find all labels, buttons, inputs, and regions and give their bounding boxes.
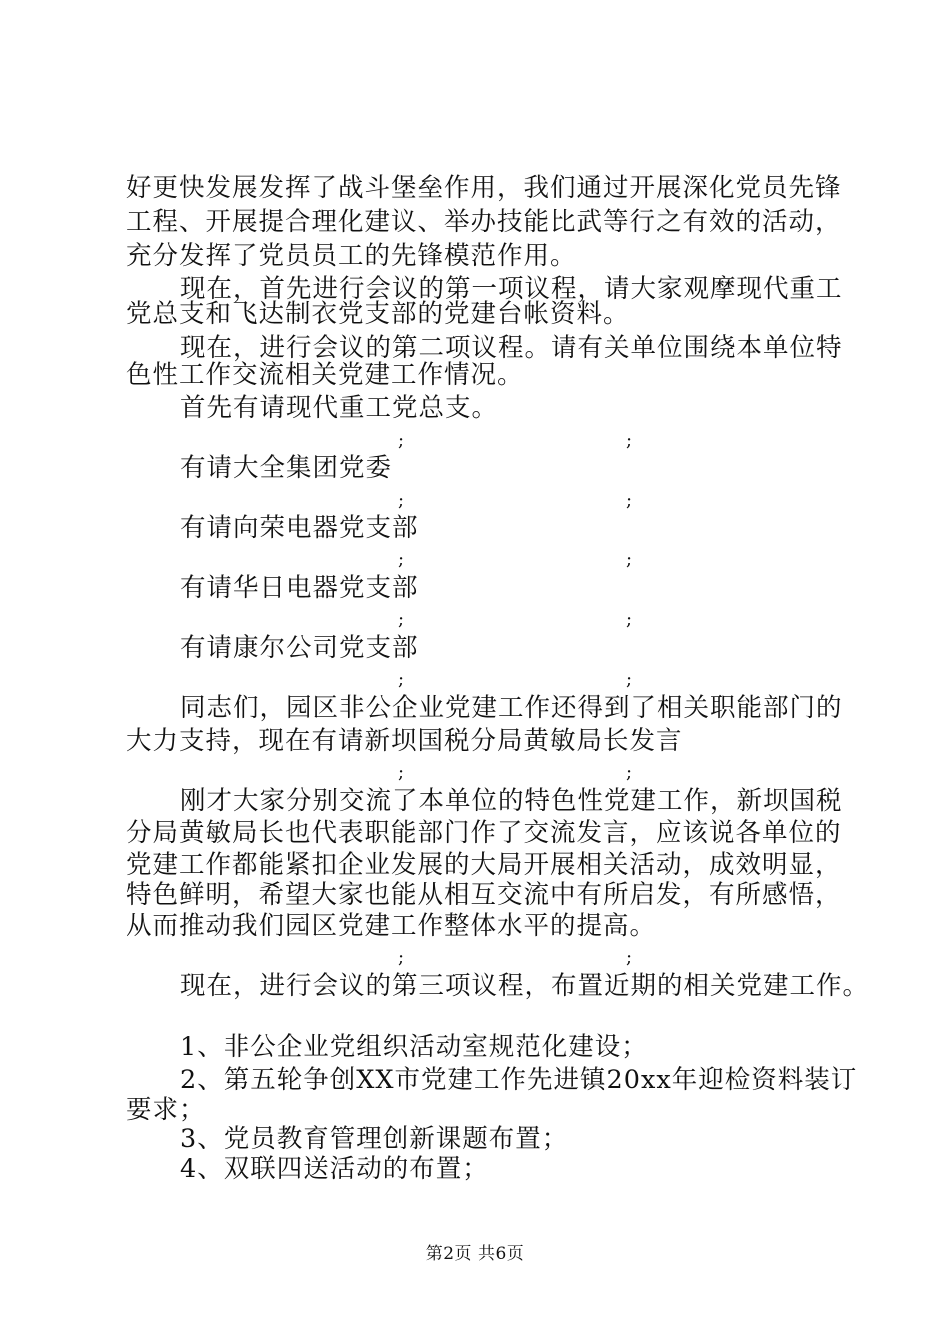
text-line: 党总支和飞达制衣党支部的党建台帐资料。 xyxy=(126,299,630,329)
list-item: 4、双联四送活动的布置； xyxy=(180,1154,489,1184)
separator-mark: ; xyxy=(626,947,633,968)
separator-mark: ; xyxy=(398,490,405,511)
text-line: 现在，首先进行会议的第一项议程，请大家观摩现代重工 xyxy=(180,274,843,304)
separator-mark: ; xyxy=(626,669,633,690)
text-line: 现在，进行会议的第二项议程。请有关单位围绕本单位特 xyxy=(180,333,843,363)
text-line: 有请大全集团党委 xyxy=(180,453,393,483)
text-line: 刚才大家分别交流了本单位的特色性党建工作，新坝国税 xyxy=(180,786,843,816)
text-line: 有请向荣电器党支部 xyxy=(180,513,419,543)
text-line: 特色鲜明，希望大家也能从相互交流中有所启发，有所感悟， xyxy=(126,880,842,910)
separator-mark: ; xyxy=(398,609,405,630)
separator-mark: ; xyxy=(626,430,633,451)
text-line: 充分发挥了党员员工的先锋模范作用。 xyxy=(126,241,577,271)
separator-mark: ; xyxy=(398,669,405,690)
text-line: 从而推动我们园区党建工作整体水平的提高。 xyxy=(126,911,657,941)
text-line: 有请华日电器党支部 xyxy=(180,573,419,603)
list-item: 1、非公企业党组织活动室规范化建设； xyxy=(180,1032,648,1062)
separator-mark: ; xyxy=(398,947,405,968)
separator-mark: ; xyxy=(398,430,405,451)
separator-mark: ; xyxy=(398,549,405,570)
text-line: 色性工作交流相关党建工作情况。 xyxy=(126,360,524,390)
text-line: 大力支持，现在有请新坝国税分局黄敏局长发言 xyxy=(126,726,683,756)
separator-mark: ; xyxy=(398,762,405,783)
page-footer: 第2页 共6页 xyxy=(425,1244,525,1264)
text-line: 党建工作都能紧扣企业发展的大局开展相关活动，成效明显， xyxy=(126,850,842,880)
separator-mark: ; xyxy=(626,762,633,783)
text-line: 同志们，园区非公企业党建工作还得到了相关职能部门的 xyxy=(180,693,843,723)
list-item: 2、第五轮争创XX市党建工作先进镇20xx年迎检资料装订 xyxy=(180,1065,858,1095)
text-line: 首先有请现代重工党总支。 xyxy=(180,393,499,423)
text-line: 分局黄敏局长也代表职能部门作了交流发言，应该说各单位的 xyxy=(126,818,842,848)
text-line: 工程、开展提合理化建议、举办技能比武等行之有效的活动， xyxy=(126,207,842,237)
separator-mark: ; xyxy=(626,549,633,570)
list-item: 3、党员教育管理创新课题布置； xyxy=(180,1124,569,1154)
separator-mark: ; xyxy=(626,490,633,511)
separator-mark: ; xyxy=(626,609,633,630)
list-item-continuation: 要求； xyxy=(126,1095,206,1125)
text-line: 有请康尔公司党支部 xyxy=(180,633,419,663)
text-line: 好更快发展发挥了战斗堡垒作用，我们通过开展深化党员先锋 xyxy=(126,173,842,203)
text-line: 现在，进行会议的第三项议程，布置近期的相关党建工作。 xyxy=(180,971,870,1001)
